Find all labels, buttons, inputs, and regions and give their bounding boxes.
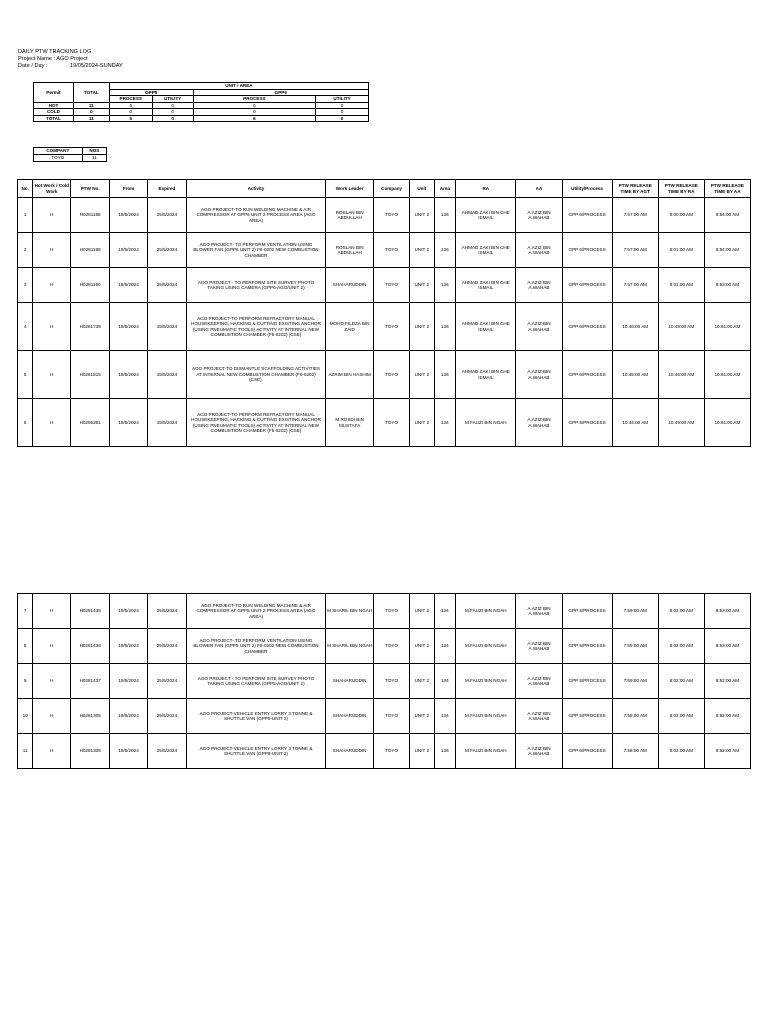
- log-header-row: [18, 180, 751, 198]
- cell-ptw: H0281437: [71, 664, 110, 699]
- cell-ptw: H0281815: [71, 351, 110, 399]
- cell-taa: 8:53:00 AM: [704, 268, 750, 303]
- cell-exp: 25/5/2024: [147, 664, 186, 699]
- company-header: COMPANY: [34, 148, 83, 155]
- col-area: Area: [434, 180, 455, 198]
- cell-taa: 8:52:00 AM: [704, 734, 750, 769]
- cell-from: 19/5/2024: [110, 198, 148, 233]
- gpp6-process-header: PROCESS: [193, 96, 316, 103]
- gpp5-process-header: PROCESS: [109, 96, 152, 103]
- cell-unit: UNIT 2: [410, 233, 435, 268]
- cell-aa: A.AZIZ BIN A.WAHAB: [516, 399, 562, 447]
- cell-ra: M.FAUZI BIN NGAH: [456, 594, 516, 629]
- cell-tra: 8:00:00 AM: [658, 198, 704, 233]
- date-label: Date / Day :: [18, 63, 48, 69]
- cell-area: 134: [434, 399, 455, 447]
- company-table: [33, 147, 107, 162]
- cell-no: 5: [18, 351, 33, 399]
- summary-row: [34, 115, 369, 122]
- cell-wl: M.ROSDI BIN MUSTAFA: [326, 399, 374, 447]
- cell-util: GPP 6/PROCESS: [562, 233, 612, 268]
- cell-tra: 10:48:00 AM: [658, 303, 704, 351]
- cell-tra: 8:02:00 AM: [658, 594, 704, 629]
- cell-ptw: H0281188: [71, 198, 110, 233]
- col-company: Company: [374, 180, 410, 198]
- cell-agt: 10:45:00 AM: [612, 351, 658, 399]
- cell-unit: UNIT 2: [410, 198, 435, 233]
- document-header: [18, 49, 123, 70]
- cell-act: AGO PROJECT-VEHICLE ENTRY LORRY 3 TONNE & SHUTTLE VAN (GPP6-UNIT 2): [186, 734, 325, 769]
- summary-cell-permit: HOT: [34, 102, 74, 109]
- cell-hc: H: [33, 399, 71, 447]
- cell-no: 2: [18, 233, 33, 268]
- cell-ra: AHMAD ZAKI BIN CHE ISMAIL: [456, 303, 516, 351]
- summary-cell-total: 0: [73, 109, 109, 116]
- cell-area: 134: [434, 699, 455, 734]
- nos-header: NOS: [82, 148, 106, 155]
- cell-co: TOYO: [374, 664, 410, 699]
- cell-taa: 8:53:00 AM: [704, 594, 750, 629]
- cell-act: AGO PROJECT- TO PERFORM VENTILATION USING BLOWER FAN (GPP6 UNIT 2) F6-0202 NEW COMBUSTION CHAMBER: [186, 233, 325, 268]
- summary-cell-g6p: 0: [193, 109, 316, 116]
- cell-unit: UNIT 2: [410, 699, 435, 734]
- date-row: [18, 63, 123, 70]
- cell-wl: AZRIM BIN HASHIM: [326, 351, 374, 399]
- cell-ra: M.FAUZI BIN NGAH: [456, 399, 516, 447]
- cell-co: TOYO: [374, 303, 410, 351]
- cell-exp: 25/5/2024: [147, 198, 186, 233]
- date-value: 19/05/2024-SUNDAY: [70, 63, 123, 69]
- cell-unit: UNIT 2: [410, 629, 435, 664]
- cell-wl: SHAHARUDDIN: [326, 734, 374, 769]
- cell-agt: 7:59:00 AM: [612, 629, 658, 664]
- col-no: No.: [18, 180, 33, 198]
- cell-hc: H: [33, 664, 71, 699]
- cell-area: 134: [434, 629, 455, 664]
- cell-util: GPP 6/PROCESS: [562, 734, 612, 769]
- summary-cell-permit: TOTAL: [34, 115, 74, 122]
- cell-ra: AHMAD ZAKI BIN CHE ISMAIL: [456, 198, 516, 233]
- cell-aa: A.AZIZ BIN A.WAHAB: [516, 664, 562, 699]
- summary-cell-g5p: 5: [109, 115, 152, 122]
- cell-aa: A.AZIZ BIN A.WAHAB: [516, 268, 562, 303]
- unit-area-header: UNIT / AREA: [109, 83, 368, 90]
- total-header: TOTAL: [73, 83, 109, 103]
- summary-body: [34, 102, 369, 122]
- ptw-log-table-continued: [17, 593, 751, 769]
- cell-hc: H: [33, 629, 71, 664]
- col-release-aa: PTW RELEASE TIME BY AA: [704, 180, 750, 198]
- cell-ra: M.FAUZI BIN NGAH: [456, 664, 516, 699]
- col-release-ra: PTW RELEASE TIME BY RA: [658, 180, 704, 198]
- cell-ptw: H0281306: [71, 734, 110, 769]
- cell-wl: ROSLAN BIN ABDULLAH: [326, 198, 374, 233]
- cell-unit: UNIT 2: [410, 664, 435, 699]
- cell-aa: A.AZIZ BIN A.WAHAB: [516, 303, 562, 351]
- cell-area: 134: [434, 664, 455, 699]
- cell-tra: 10:46:00 AM: [658, 351, 704, 399]
- cell-exp: 25/5/2024: [147, 699, 186, 734]
- log-body-page2: [18, 594, 751, 769]
- cell-unit: UNIT 2: [410, 734, 435, 769]
- cell-ra: M.FAUZI BIN NGAH: [456, 629, 516, 664]
- cell-from: 19/5/2024: [110, 734, 148, 769]
- cell-act: AGO PROJECT - TO PERFORM SITE SURVEY PHOTO TAKING USING CAMERA (GPP6-AGO/UNIT 2): [186, 268, 325, 303]
- summary-cell-g5p: 0: [109, 109, 152, 116]
- col-release-agt: PTW RELEASE TIME BY AGT: [612, 180, 658, 198]
- cell-hc: H: [33, 351, 71, 399]
- cell-area: 136: [434, 303, 455, 351]
- col-unit: Unit: [410, 180, 435, 198]
- col-expired: Expired: [147, 180, 186, 198]
- cell-hc: H: [33, 594, 71, 629]
- cell-hc: H: [33, 198, 71, 233]
- cell-unit: UNIT 2: [410, 594, 435, 629]
- cell-no: 8: [18, 629, 33, 664]
- summary-cell-g5p: 5: [109, 102, 152, 109]
- cell-ptw: H0281738: [71, 303, 110, 351]
- cell-aa: A.AZIZ BIN A.WAHAB: [516, 734, 562, 769]
- cell-wl: M SHARIL BIN NGAH: [326, 594, 374, 629]
- cell-unit: UNIT 2: [410, 351, 435, 399]
- col-activity: Activity: [186, 180, 325, 198]
- cell-area: 136: [434, 198, 455, 233]
- cell-co: TOYO: [374, 198, 410, 233]
- cell-hc: H: [33, 268, 71, 303]
- ptw-log-table: [17, 179, 751, 447]
- cell-util: GPP 6/PROCESS: [562, 303, 612, 351]
- summary-cell-permit: COLD: [34, 109, 74, 116]
- company-name: TOYO: [34, 155, 83, 162]
- col-utility: Utility/Process: [562, 180, 612, 198]
- cell-tra: 8:01:00 AM: [658, 233, 704, 268]
- gpp5-utility-header: UTILITY: [152, 96, 193, 103]
- cell-area: 136: [434, 351, 455, 399]
- cell-wl: M SHARIL BIN NGAH: [326, 629, 374, 664]
- cell-co: TOYO: [374, 268, 410, 303]
- cell-exp: 25/5/2024: [147, 594, 186, 629]
- cell-taa: 8:52:00 AM: [704, 699, 750, 734]
- cell-no: 11: [18, 734, 33, 769]
- cell-aa: A.AZIZ BIN A.WAHAB: [516, 594, 562, 629]
- gpp6-utility-header: UTILITY: [316, 96, 369, 103]
- gpp5-header: GPP5: [109, 89, 193, 96]
- cell-unit: UNIT 2: [410, 268, 435, 303]
- cell-wl: SHAHARUDDIN: [326, 699, 374, 734]
- cell-ra: M.FAUZI BIN NGAH: [456, 734, 516, 769]
- cell-util: GPP 5/PROCESS: [562, 399, 612, 447]
- cell-aa: A.AZIZ BIN A.WAHAB: [516, 233, 562, 268]
- cell-act: AGO PROJECT - TO PERFORM SITE SURVEY PHOTO TAKING USING CAMERA (GPP5-AGO/UNIT 2): [186, 664, 325, 699]
- cell-co: TOYO: [374, 399, 410, 447]
- cell-util: GPP 6/PROCESS: [562, 198, 612, 233]
- cell-co: TOYO: [374, 629, 410, 664]
- cell-taa: 10:51:00 AM: [704, 351, 750, 399]
- cell-co: TOYO: [374, 699, 410, 734]
- table-row: [18, 594, 751, 629]
- cell-co: TOYO: [374, 594, 410, 629]
- document-title: DAILY PTW TRACKING LOG: [18, 49, 92, 55]
- summary-cell-g6u: 0: [316, 115, 369, 122]
- col-hot-cold: Hot Work / Cold Work: [33, 180, 71, 198]
- cell-from: 19/5/2024: [110, 594, 148, 629]
- cell-exp: 19/5/2024: [147, 399, 186, 447]
- cell-ptw: H0281190: [71, 268, 110, 303]
- cell-tra: 10:49:00 AM: [658, 399, 704, 447]
- cell-wl: ROSLAN BIN ABDULLAH: [326, 233, 374, 268]
- cell-taa: 10:51:00 AM: [704, 399, 750, 447]
- cell-agt: 7:59:00 AM: [612, 664, 658, 699]
- cell-aa: A.AZIZ BIN A.WAHAB: [516, 198, 562, 233]
- col-from: From: [110, 180, 148, 198]
- summary-cell-g5u: 0: [152, 115, 193, 122]
- cell-from: 19/5/2024: [110, 268, 148, 303]
- cell-ra: AHMAD ZAKI BIN CHE ISMAIL: [456, 233, 516, 268]
- cell-ptw: H0281305: [71, 699, 110, 734]
- table-row: [18, 699, 751, 734]
- summary-cell-g5u: 0: [152, 102, 193, 109]
- table-row: [18, 351, 751, 399]
- permit-summary-table: [33, 82, 369, 122]
- cell-area: 134: [434, 594, 455, 629]
- cell-util: GPP 6/PROCESS: [562, 268, 612, 303]
- table-row: [18, 198, 751, 233]
- summary-cell-g6p: 6: [193, 102, 316, 109]
- cell-taa: 10:51:00 AM: [704, 303, 750, 351]
- cell-agt: 7:57:00 AM: [612, 233, 658, 268]
- col-ra: RA: [456, 180, 516, 198]
- cell-from: 19/5/2024: [110, 399, 148, 447]
- cell-no: 10: [18, 699, 33, 734]
- cell-ra: AHMAD ZAKI BIN CHE ISMAIL: [456, 351, 516, 399]
- summary-cell-g6p: 6: [193, 115, 316, 122]
- cell-hc: H: [33, 233, 71, 268]
- cell-unit: UNIT 2: [410, 399, 435, 447]
- cell-act: AGO PROJECT-TO RUN WELDING MACHINE & AIR COMPRESSOR AT GPP6 UNIT 2 PROCESS AREA (AGO AREA): [186, 198, 325, 233]
- table-row: [18, 233, 751, 268]
- cell-util: GPP 5/PROCESS: [562, 664, 612, 699]
- cell-from: 19/5/2024: [110, 699, 148, 734]
- cell-taa: 8:54:00 AM: [704, 233, 750, 268]
- cell-agt: 7:59:00 AM: [612, 594, 658, 629]
- cell-no: 6: [18, 399, 33, 447]
- col-work-leader: Work Leader: [326, 180, 374, 198]
- cell-no: 4: [18, 303, 33, 351]
- cell-act: AGO PROJECT-TO PERFORM REFRACTORY MANUAL HOUSEKEEPING, HACKING & CUTTING EXISTING ANCHOR (USING PNEUMATIC TOOLS) ACTIVITY AT INTERNAL NEW COMBUSTION CHAMBER (F6-0202) (CSE): [186, 303, 325, 351]
- cell-tra: 8:02:00 AM: [658, 664, 704, 699]
- cell-from: 19/5/2024: [110, 233, 148, 268]
- table-row: [18, 629, 751, 664]
- cell-act: AGO PROJECT-TO PERFORM REFRACTORY MANUAL HOUSEKEEPING, HACKING & CUTTING EXISTING ANCHOR (USING PNEUMATIC TOOLS) ACTIVITY AT INTERNAL NEW COMBUSTION CHAMBER (F5-0202) (CSE): [186, 399, 325, 447]
- summary-cell-g6u: 0: [316, 109, 369, 116]
- cell-aa: A.AZIZ BIN A.WAHAB: [516, 699, 562, 734]
- cell-exp: 25/5/2024: [147, 734, 186, 769]
- cell-unit: UNIT 2: [410, 303, 435, 351]
- cell-ra: AHMAD ZAKI BIN CHE ISMAIL: [456, 268, 516, 303]
- cell-no: 7: [18, 594, 33, 629]
- cell-tra: 8:02:00 AM: [658, 629, 704, 664]
- cell-act: AGO PROJECT-VEHICLE ENTRY LORRY 3 TONNE & SHUTTLE VAN (GPP5-UNIT 2): [186, 699, 325, 734]
- cell-area: 136: [434, 233, 455, 268]
- summary-cell-total: 11: [73, 115, 109, 122]
- cell-from: 19/5/2024: [110, 351, 148, 399]
- cell-exp: 25/5/2024: [147, 629, 186, 664]
- cell-area: 136: [434, 734, 455, 769]
- cell-aa: A.AZIZ BIN A.WAHAB: [516, 351, 562, 399]
- company-count: 11: [82, 155, 106, 162]
- cell-taa: 8:52:00 AM: [704, 664, 750, 699]
- cell-tra: 8:02:00 AM: [658, 699, 704, 734]
- table-row: [18, 268, 751, 303]
- cell-agt: 7:58:00 AM: [612, 699, 658, 734]
- cell-ptw: H0281435: [71, 594, 110, 629]
- project-name: Project Name : AGO Project: [18, 56, 88, 62]
- cell-util: GPP 5/PROCESS: [562, 629, 612, 664]
- table-row: [18, 664, 751, 699]
- cell-agt: 10:46:00 AM: [612, 303, 658, 351]
- summary-cell-total: 11: [73, 102, 109, 109]
- cell-no: 3: [18, 268, 33, 303]
- cell-hc: H: [33, 699, 71, 734]
- summary-cell-g6u: 0: [316, 102, 369, 109]
- cell-wl: MOHD FILDZA BIN ZAID: [326, 303, 374, 351]
- cell-aa: A.AZIZ BIN A.WAHAB: [516, 629, 562, 664]
- permit-header: Permit: [34, 83, 74, 103]
- summary-cell-g5u: 0: [152, 109, 193, 116]
- cell-hc: H: [33, 734, 71, 769]
- cell-act: AGO PROJECT- TO PERFORM VENTILATION USING BLOWER FAN (GPP5 UNIT 2) F5-0202 NEW COMBUSTION CHAMBER: [186, 629, 325, 664]
- table-row: [18, 303, 751, 351]
- cell-from: 19/5/2024: [110, 629, 148, 664]
- cell-no: 1: [18, 198, 33, 233]
- cell-util: GPP 5/PROCESS: [562, 699, 612, 734]
- cell-util: GPP 5/PROCESS: [562, 594, 612, 629]
- cell-act: AGO PROJECT-TO DISMANTLE SCAFFOLDING ACTIVITIES AT INTERNAL NEW COMBUSTION CHAMBER (F6-0202) (CSE).: [186, 351, 325, 399]
- cell-agt: 10:44:00 AM: [612, 399, 658, 447]
- col-ptw-no: PTW No.: [71, 180, 110, 198]
- cell-wl: SHAHARUDDIN: [326, 268, 374, 303]
- cell-area: 136: [434, 268, 455, 303]
- cell-co: TOYO: [374, 351, 410, 399]
- cell-wl: SHAHARUDDIN: [326, 664, 374, 699]
- col-aa: AA: [516, 180, 562, 198]
- table-row: [18, 734, 751, 769]
- cell-no: 9: [18, 664, 33, 699]
- cell-ra: M.FAUZI BIN NGAH: [456, 699, 516, 734]
- cell-from: 19/5/2024: [110, 303, 148, 351]
- table-row: [18, 399, 751, 447]
- cell-ptw: H0281189: [71, 233, 110, 268]
- cell-exp: 25/5/2024: [147, 233, 186, 268]
- gpp6-header: GPP6: [193, 89, 368, 96]
- cell-act: AGO PROJECT-TO RUN WELDING MACHINE & AIR COMPRESSOR AT GPP5 UNIT 2 PROCESS AREA (AGO AREA): [186, 594, 325, 629]
- cell-agt: 7:57:00 AM: [612, 268, 658, 303]
- cell-agt: 7:57:00 AM: [612, 198, 658, 233]
- cell-tra: 8:02:00 AM: [658, 734, 704, 769]
- cell-from: 19/5/2024: [110, 664, 148, 699]
- cell-tra: 8:01:00 AM: [658, 268, 704, 303]
- cell-hc: H: [33, 303, 71, 351]
- cell-co: TOYO: [374, 233, 410, 268]
- cell-exp: 19/5/2024: [147, 351, 186, 399]
- cell-ptw: H0281436: [71, 629, 110, 664]
- cell-util: GPP 6/PROCESS: [562, 351, 612, 399]
- cell-co: TOYO: [374, 734, 410, 769]
- cell-ptw: H0255391: [71, 399, 110, 447]
- log-body-page1: [18, 198, 751, 447]
- cell-taa: 8:54:00 AM: [704, 198, 750, 233]
- cell-taa: 8:53:00 AM: [704, 629, 750, 664]
- cell-exp: 25/5/2024: [147, 268, 186, 303]
- cell-exp: 19/5/2024: [147, 303, 186, 351]
- cell-agt: 7:58:00 AM: [612, 734, 658, 769]
